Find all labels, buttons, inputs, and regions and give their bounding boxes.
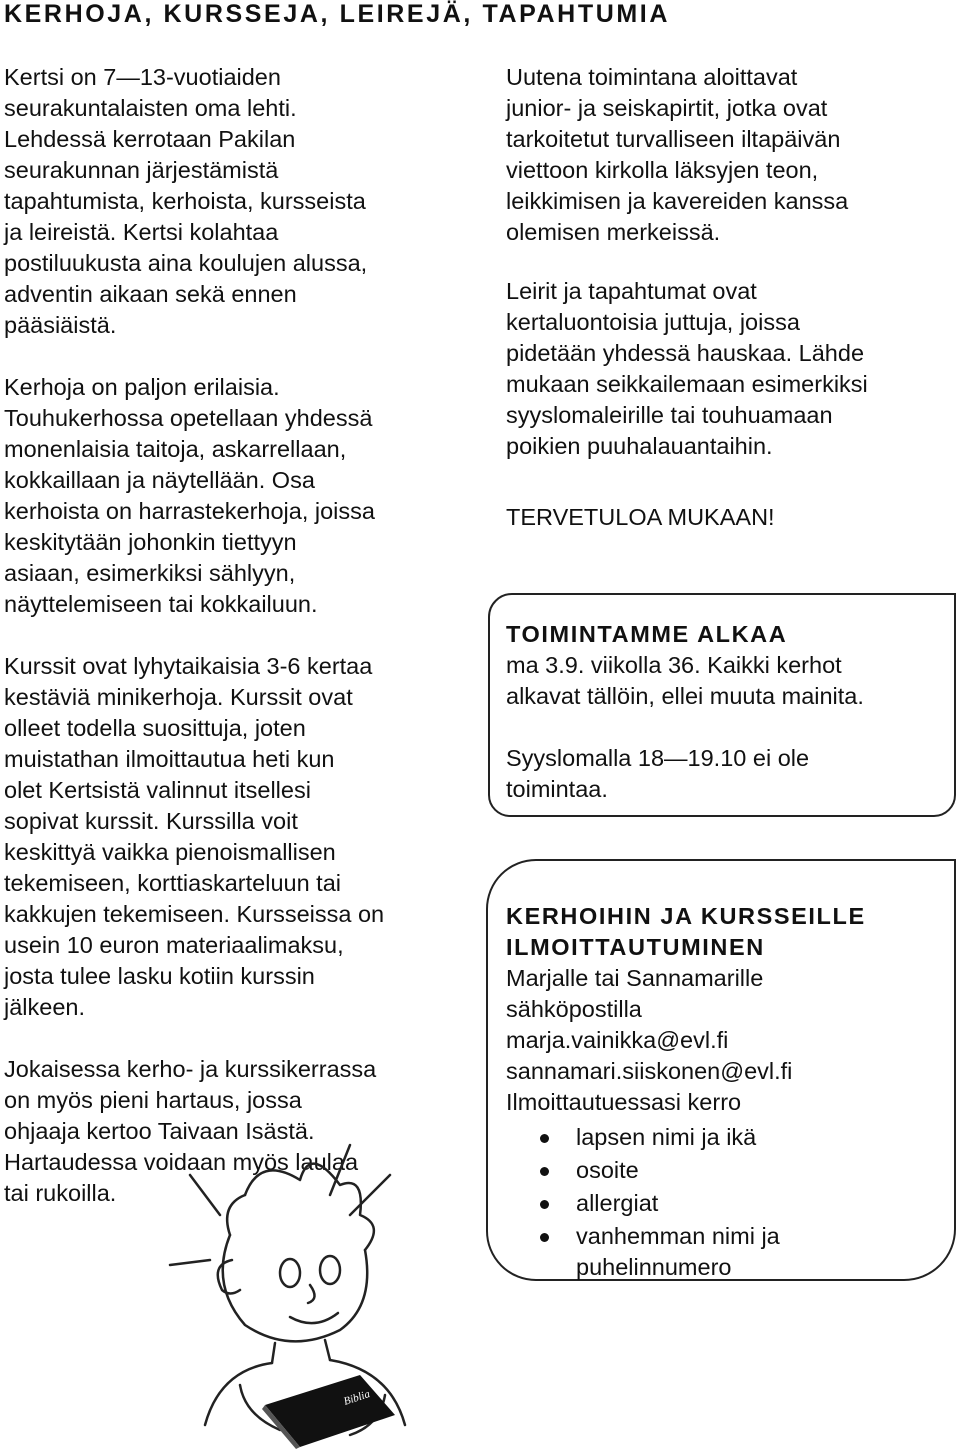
clubs-paragraph: Kerhoja on paljon erilaisia. Touhukerhossa opetellaan yhdessä monenlaisia taitoja, askarrellaan, kokkaillaan ja näytellään. Osa kerhoista on harrastekerhoja, joissa keskitytään johonkin tiettyyn asiaan, esimerkiksi sählyyn, näyttelemiseen tai kokkailuun. bbox=[4, 374, 375, 617]
email-marja[interactable]: marja.vainikka@evl.fi bbox=[506, 1027, 729, 1053]
registration-box bbox=[486, 859, 956, 1281]
registration-heading: KERHOIHIN JA KURSSEILLE ILMOITTAUTUMINEN bbox=[506, 903, 866, 960]
camps-paragraph: Leirit ja tapahtumat ovat kertaluontoisia juttuja, joissa pidetään yhdessä hauskaa. Lähde mukaan seikkailemaan esimerkiksi syyslomaleirille tai touhuamaan poikien puuhalauantaihin. bbox=[506, 278, 868, 459]
boy-reading-bible-illustration bbox=[150, 1085, 450, 1449]
registration-instruction: Ilmoittautuessasi kerro bbox=[506, 1089, 742, 1115]
list-item: vanhemman nimi ja puhelinnumero bbox=[506, 1221, 836, 1283]
courses-paragraph: Kurssit ovat lyhytaikaisia 3-6 kertaa kestäviä minikerhoja. Kurssit ovat olleet todella suosittuja, joten muistathan ilmoittautua heti kun olet Kertsistä valinnut itsellesi sopivat kurssit. Kurssilla voit keskittyä vaikka pienoismallisen tekemiseen, korttiaskarteluun tai kakkujen tekemiseen. Kursseissa on usein 10 euron materiaalimaksu, josta tulee lasku kotiin kurssin jälkeen. bbox=[4, 653, 385, 1020]
book-label: Biblia bbox=[342, 1388, 372, 1408]
start-info-box bbox=[488, 593, 956, 817]
list-item: lapsen nimi ja ikä bbox=[506, 1122, 946, 1153]
email-sannamari[interactable]: sannamari.siiskonen@evl.fi bbox=[506, 1058, 793, 1084]
start-heading: TOIMINTAMME ALKAA bbox=[506, 621, 788, 647]
registration-recipients: Marjalle tai Sannamarille sähköpostilla bbox=[506, 965, 764, 1022]
page-title: KERHOJA, KURSSEJA, LEIREJÄ, TAPAHTUMIA bbox=[4, 0, 670, 28]
right-column bbox=[506, 62, 946, 533]
start-details: ma 3.9. viikolla 36. Kaikki kerhot alkavat tällöin, ellei muuta mainita. bbox=[506, 652, 864, 709]
list-item: allergiat bbox=[506, 1188, 946, 1219]
welcome-text: TERVETULOA MUKAAN! bbox=[506, 504, 775, 530]
left-column bbox=[4, 62, 474, 1209]
registration-info-list bbox=[506, 1122, 946, 1283]
intro-paragraph: Kertsi on 7—13-vuotiaiden seurakuntalaisten oma lehti. Lehdessä kerrotaan Pakilan seurakunnan järjestämistä tapahtumista, kerhoista, kursseista ja leireistä. Kertsi kolahtaa postiluukusta aina koulujen alussa, adventin aikaan sekä ennen pääsiäistä. bbox=[4, 64, 368, 338]
list-item: osoite bbox=[506, 1155, 946, 1186]
bible-book bbox=[262, 1375, 395, 1449]
devotion-paragraph: Jokaisessa kerho- ja kurssikerrassa on myös pieni hartaus, jossa ohjaaja kertoo Taivaan Isästä. Hartaudessa voidaan myös laulaa tai rukoilla. bbox=[4, 1056, 377, 1206]
new-activity-paragraph: Uutena toimintana aloittavat junior- ja seiskapirtit, jotka ovat tarkoitetut turvalliseen iltapäivän viettoon kirkolla läksyjen teon, leikkimisen ja kavereiden kanssa olemisen merkeissä. bbox=[506, 64, 849, 245]
autumn-break-note: Syyslomalla 18—19.10 ei ole toimintaa. bbox=[506, 745, 810, 802]
